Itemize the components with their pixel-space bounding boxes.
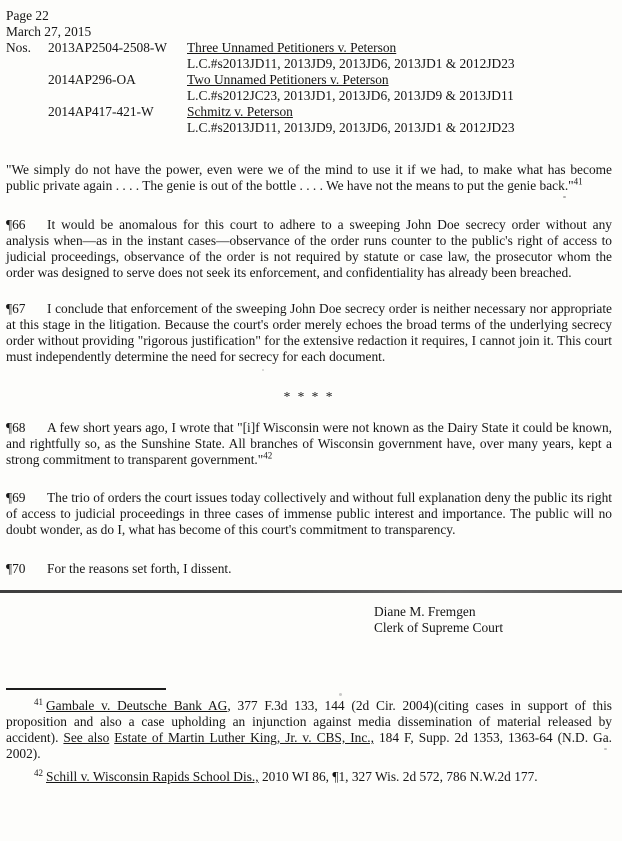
paragraph-marker: ¶66 [6, 217, 26, 232]
case-number: 2013AP2504-2508-W [48, 40, 168, 55]
nos-spacer [6, 104, 48, 136]
scan-speck [339, 693, 342, 696]
case-entry [6, 40, 612, 72]
case-details [187, 104, 612, 136]
paragraph-69 [6, 490, 612, 538]
case-entry [6, 72, 612, 104]
paragraph-68 [6, 420, 612, 468]
case-details [187, 40, 612, 72]
scan-artifact-line [0, 590, 622, 593]
footnote-42 [6, 769, 612, 785]
footnote-signal: See also [63, 730, 110, 745]
nos-spacer [6, 72, 48, 104]
footnote-case-citation: Gambale v. Deutsche Bank AG [46, 698, 228, 713]
footnote-case-citation: Schill v. Wisconsin Rapids School Dis., [46, 769, 259, 784]
case-lc-numbers: L.C.#s2013JD11, 2013JD9, 2013JD6, 2013JD1 & 2012JD23 [187, 56, 515, 71]
paragraph-text: The trio of orders the court issues today collectively and without full explanation deny the public its right of access to judicial proceedings in three cases of immense public interest and importance. The public will no doubt wonder, as do I, what has become of this court's commitment to transparency. [6, 490, 612, 537]
case-entry [6, 104, 612, 136]
block-quote [6, 162, 612, 194]
paragraph-text: For the reasons set forth, I dissent. [47, 561, 232, 576]
document-date: March 27, 2015 [6, 24, 92, 39]
footnote-number: 41 [34, 696, 43, 707]
paragraph-marker: ¶67 [6, 301, 26, 316]
case-lc-numbers: L.C.#s2013JD11, 2013JD9, 2013JD6, 2013JD1 & 2012JD23 [187, 120, 515, 135]
footnote-41 [6, 698, 612, 762]
paragraph-67 [6, 301, 612, 365]
clerk-title: Clerk of Supreme Court [374, 620, 504, 635]
paragraph-70 [6, 561, 612, 577]
quote-text: "We simply do not have the power, even were we of the mind to use it if we had, to make what has become public private again . . . . The genie is out of the bottle . . . . We have not the means to put the genie back." [6, 162, 612, 193]
footnote-number: 42 [34, 767, 43, 778]
footnote-ref-41: 41 [573, 176, 583, 187]
case-details [187, 72, 612, 104]
case-number: 2014AP417-421-W [48, 104, 154, 119]
case-lc-numbers: L.C.#s2012JC23, 2013JD1, 2013JD6, 2013JD9 & 2013JD11 [187, 88, 514, 103]
scan-speck [604, 748, 607, 750]
nos-label: Nos. [6, 40, 31, 55]
case-caption-table [6, 40, 612, 136]
case-number: 2014AP296-OA [48, 72, 136, 87]
scan-speck [563, 196, 566, 198]
clerk-name: Diane M. Fremgen [374, 604, 476, 619]
footnote-text: 2010 WI 86, ¶1, 327 Wis. 2d 572, 786 N.W.2d 177. [258, 769, 538, 784]
paragraph-marker: ¶70 [6, 561, 26, 576]
paragraph-text: It would be anomalous for this court to adhere to a sweeping John Doe secrecy order without any analysis when—as in the instant cases—observance of the order runs counter to the public's right of access to judicial proceedings, observance of the order is not required by statute or case law, the prosecutor whom the order was designed to serve does not seek its enforcement, and confidentiality has already been breached. [6, 217, 612, 280]
paragraph-marker: ¶69 [6, 490, 26, 505]
case-name: Schmitz v. Peterson [187, 104, 293, 119]
footnote-text: 184 F, Supp. 2d 1353, 1363-64 (N.D. Ga. 2002). [6, 730, 613, 761]
paragraph-66 [6, 217, 612, 281]
page-number: Page 22 [6, 8, 49, 23]
footnote-separator-rule [6, 688, 166, 690]
paragraph-marker: ¶68 [6, 420, 26, 435]
section-separator: * * * * [283, 389, 335, 404]
paragraph-text: I conclude that enforcement of the sweeping John Doe secrecy order is neither necessary nor appropriate at this stage in the litigation. Because the court's order merely echoes the broad terms of the underlying secrecy order without providing "rigorous justification" for the extensive redaction it requires, I cannot join it. This court must independently determine the need for secrecy for each document. [6, 301, 612, 364]
paragraph-text: A few short years ago, I wrote that "[i]f Wisconsin were not known as the Dairy State it could be known, and rightfully so, as the Sunshine State. All branches of Wisconsin government have, over many years, kept a strong commitment to transparent government." [6, 420, 612, 467]
scan-speck [262, 369, 264, 371]
footnote-ref-42: 42 [263, 450, 273, 461]
footnote-text: , 377 F.3d 133, 144 (2d Cir. 2004)(citing cases in support of this proposition and also a case upholding an injunction against media dissemination of material released by accident). [6, 698, 612, 745]
case-name: Two Unnamed Petitioners v. Peterson [187, 72, 389, 87]
signature-block [374, 604, 612, 636]
footnote-case-citation: Estate of Martin Luther King, Jr. v. CBS, Inc., [114, 730, 374, 745]
case-name: Three Unnamed Petitioners v. Peterson [187, 40, 397, 55]
